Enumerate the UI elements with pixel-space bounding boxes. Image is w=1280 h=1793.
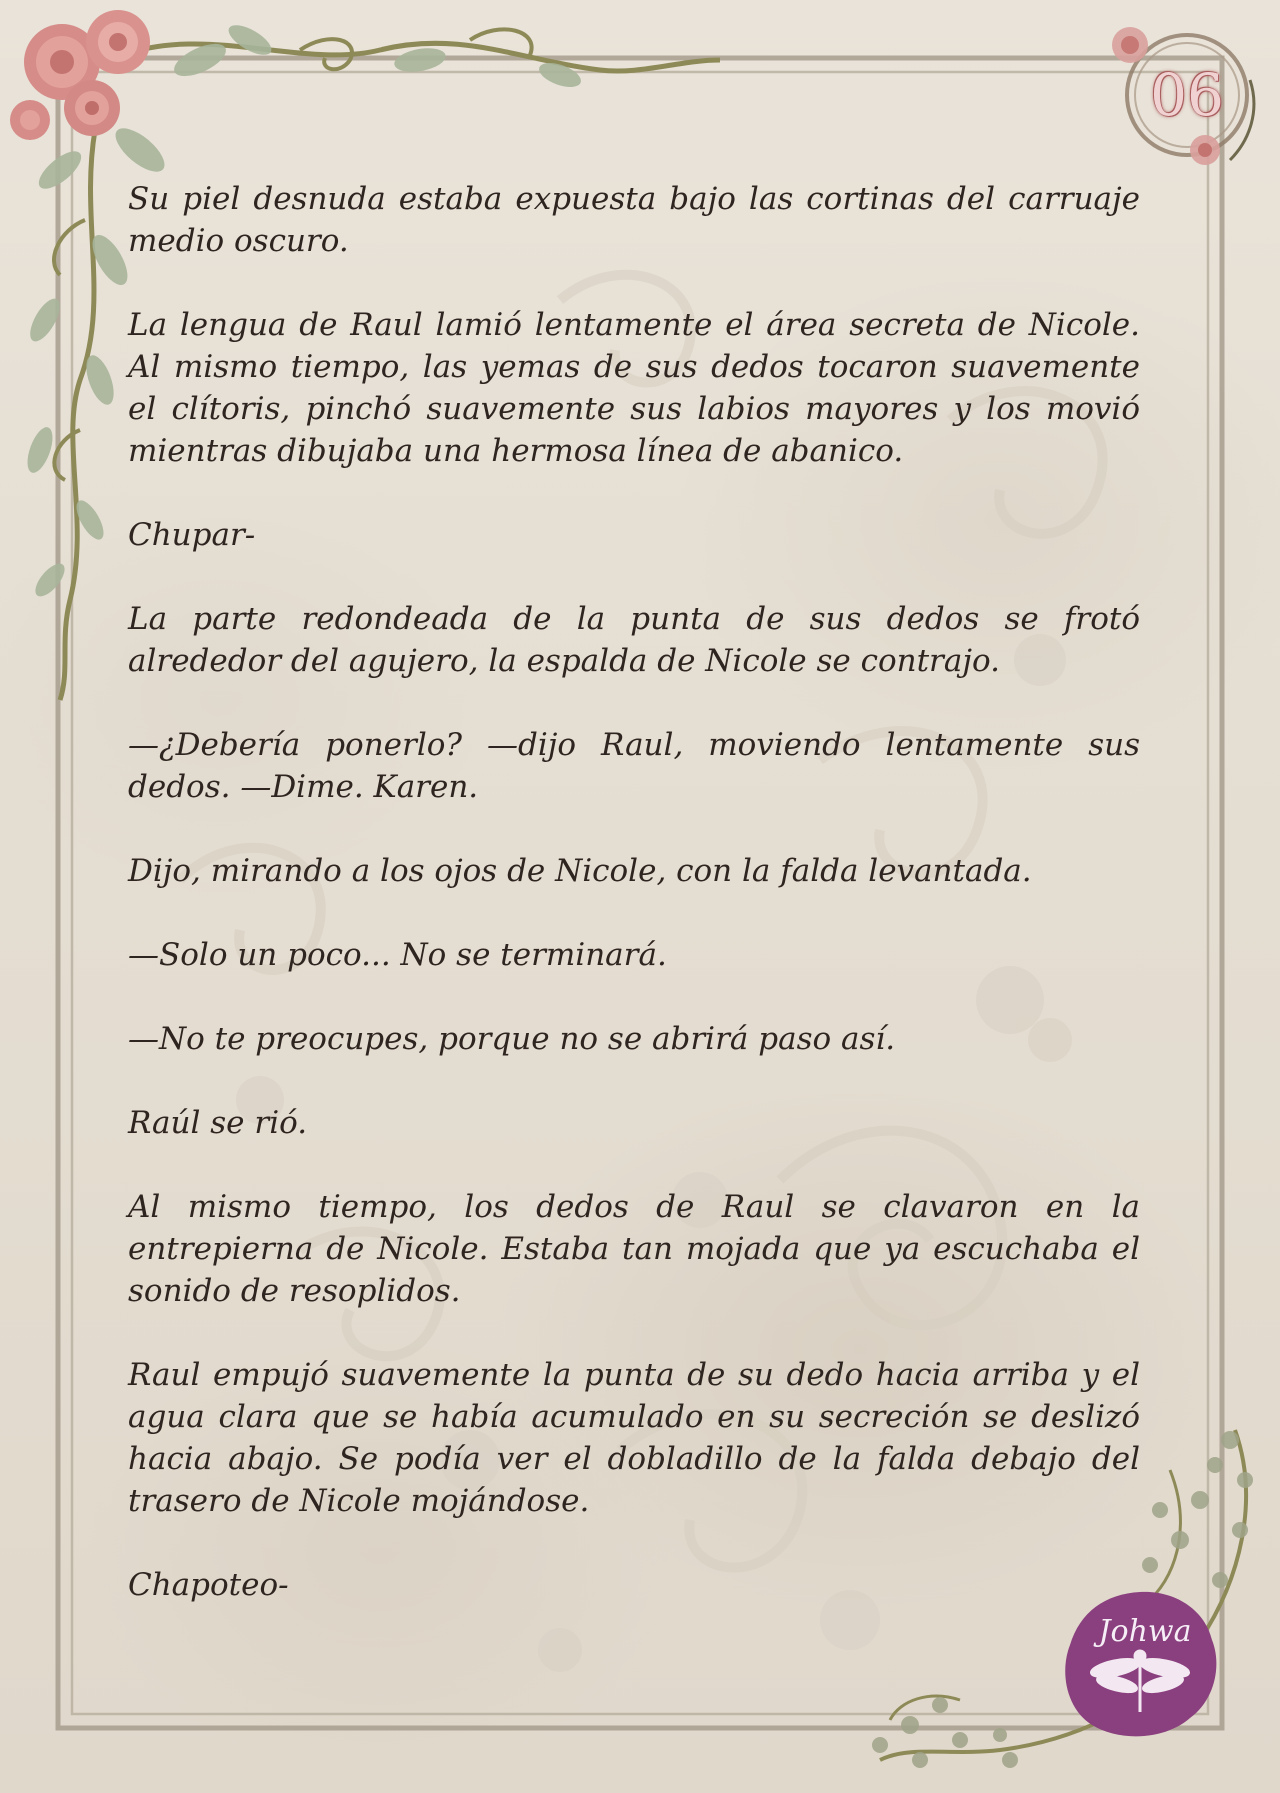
paragraph: La parte redondeada de la punta de sus dedos se frotó alrededor del agujero, la espalda de Nicole se contrajo. <box>128 601 1140 679</box>
paragraph: —Solo un poco... No se terminará. <box>128 937 667 973</box>
paragraph: Raúl se rió. <box>128 1105 308 1141</box>
rose-cluster-top-left <box>10 10 150 140</box>
paragraph: —No te preocupes, porque no se abrirá paso así. <box>128 1021 896 1057</box>
paragraph: Raul empujó suavemente la punta de su dedo hacia arriba y el agua clara que se había acumulado en su secreción se deslizó hacia abajo. Se podía ver el dobladillo de la falda debajo del trasero de Nicole mojándose. <box>128 1357 1140 1519</box>
paragraph: —¿Debería ponerlo? —dijo Raul, moviendo lentamente sus dedos. —Dime. Karen. <box>128 727 1140 805</box>
paragraph: Su piel desnuda estaba expuesta bajo las cortinas del carruaje medio oscuro. <box>128 181 1140 259</box>
paragraph: Al mismo tiempo, los dedos de Raul se clavaron en la entrepierna de Nicole. Estaba tan mojada que ya escuchaba el sonido de resoplidos. <box>128 1189 1140 1309</box>
paragraph: Chupar- <box>128 517 256 553</box>
paragraph: Dijo, mirando a los ojos de Nicole, con la falda levantada. <box>128 853 1032 889</box>
johwa-badge-label: Johwa <box>1098 1614 1192 1649</box>
story-text <box>128 178 1140 1648</box>
paragraph: La lengua de Raul lamió lentamente el área secreta de Nicole. Al mismo tiempo, las yemas de sus dedos tocaron suavemente el clítoris, pinchó suavemente sus labios mayores y los movió mientras dibujaba una hermosa línea de abanico. <box>128 307 1140 469</box>
paragraph: Chapoteo- <box>128 1567 289 1603</box>
page-number: 06 <box>1150 61 1224 129</box>
